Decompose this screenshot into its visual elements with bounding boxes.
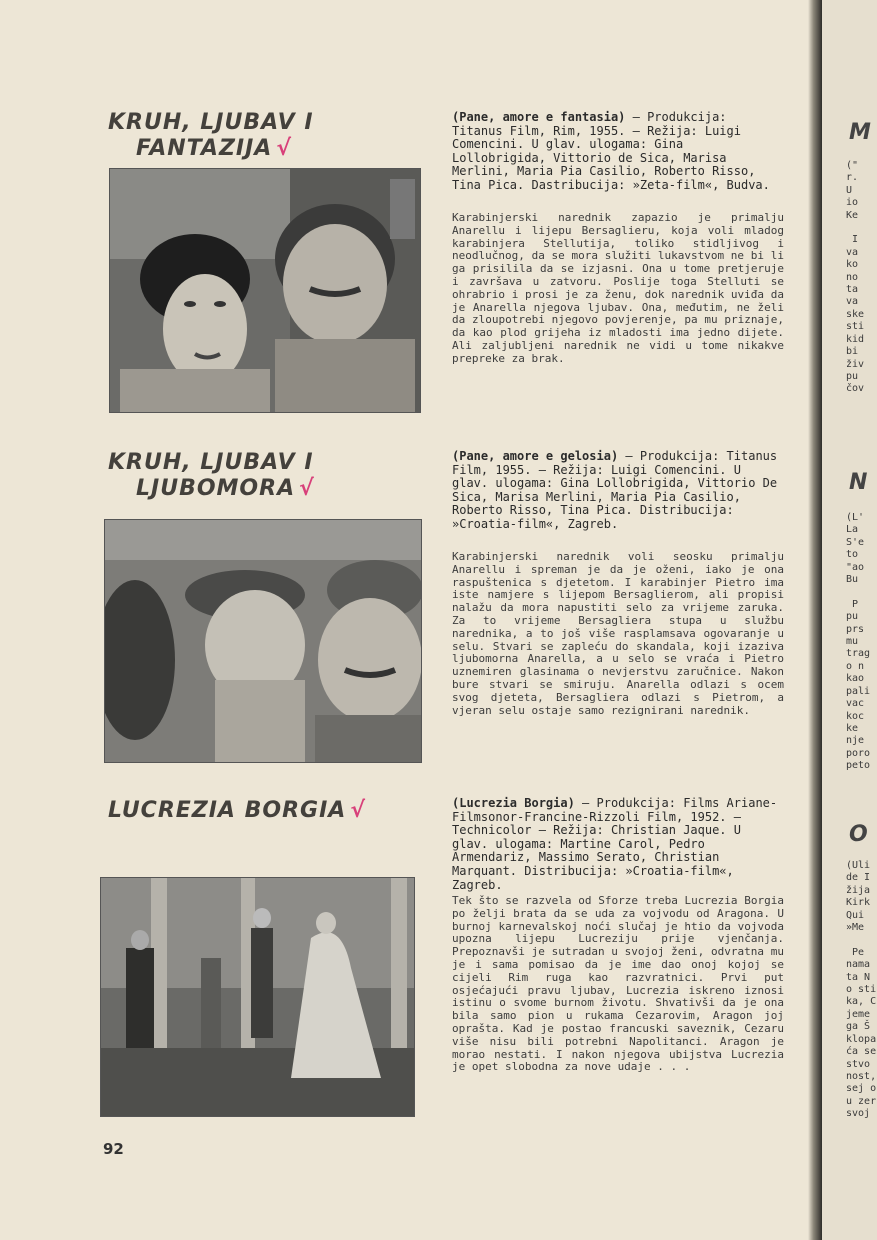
- film-title: [108, 110, 314, 162]
- film-still-photo: [104, 519, 422, 763]
- checkmark-icon: √: [276, 136, 292, 161]
- credits-text: — Produkcija: Titanus Film, 1955. — Režija: Luigi Comencini. U glav. ulogama: Gina Lollobrigida, Vittorio De Sica, Marisa Merlini, Maria Pia Casilio, Roberto Risso, Tina Pica. Distribucija: »Croatia-film«, Zagreb.: [452, 449, 778, 531]
- next-page-text-fragment: (Uli de I žija Kirk Qui »Me Pe nama ta N o sti ka, C jeme ga Š klopa ća se stvo nost, sej o u zer svoj: [846, 860, 877, 1120]
- next-page-text-fragment: (" r. U io Ke I va ko no ta va ske sti kid bi živ pu čov: [846, 160, 865, 395]
- film-title-line2: FANTAZIJA: [136, 136, 273, 161]
- film-synopsis: Karabinjerski narednik zapazio je primalju Anarellu i lijepu Bersaglieru, koja voli mladog karabinjera Stellutija, toliko stidljivog i neodlučnog, da se mora služiti lukavstvom ne bi li ga prisilila da se izjasni. Ona u tome pretjeruje i završava u zatvoru. Poslije toga Stelluti se ohrabrio i prosi je za ženu, dok narednik uviđa da je Anarella njegova ljubav. Ona, međutim, ne želi da zloupotrebi njegovo povjerenje, pa mu priznaje, da kao plod grijeha iz mladosti ima jedno dijete. Ali zaljubljeni narednik ne vidi u tome nikakve prepreke za brak.: [452, 211, 784, 365]
- film-credits: [452, 111, 784, 193]
- page-number: 92: [103, 1140, 124, 1158]
- film-credits: [452, 450, 784, 532]
- film-title-line1: LUCREZIA BORGIA: [108, 798, 347, 823]
- credits-text: — Produkcija: Titanus Film, Rim, 1955. — Režija: Luigi Comencini. U glav. ulogama: Gina Lollobrigida, Vittorio de Sica, Marisa Merlini, Maria Pia Casilio, Roberto Risso, Tina Pica. Dastribucija: »Zeta-film«, Budva.: [452, 110, 770, 192]
- next-page-heading: O: [849, 822, 868, 847]
- original-title: (Pane, amore e fantasia): [452, 110, 626, 124]
- credits-text: — Produkcija: Films Ariane-Filmsonor-Francine-Rizzoli Film, 1952. — Technicolor — Režija: Christian Jaque. U glav. ulogama: Martine Carol, Pedro Armendariz, Massimo Serato, Christian Marquant. Distribucija: »Croatia-film«, Zagreb.: [452, 796, 778, 892]
- original-title: (Pane, amore e gelosia): [452, 449, 619, 463]
- film-title-line1: KRUH, LJUBAV I: [108, 450, 314, 475]
- film-title-line2: LJUBOMORA: [136, 476, 296, 501]
- binding-gutter: [808, 0, 822, 1240]
- film-title-line1: KRUH, LJUBAV I: [108, 110, 314, 135]
- checkmark-icon: √: [350, 798, 366, 823]
- film-still-photo: [100, 877, 415, 1117]
- next-page-heading: N: [849, 470, 868, 495]
- film-title: [108, 798, 366, 824]
- next-page-heading: M: [849, 120, 871, 145]
- original-title: (Lucrezia Borgia): [452, 796, 575, 810]
- film-synopsis: Karabinjerski narednik voli seosku primalju Anarellu i spreman je da je oženi, iako je ona raspuštenica s djetetom. I karabinjer Pietro ima iste namjere s lijepom Bersaglierom, ali propisi nalažu da mora napustiti selo za vrijeme zaruka. Za to vrijeme Bersagliera stupa u službu narednika, a to još više rasplamsava ogovaranje u selu. Stvari se zapleću do skandala, koji izaziva ljubomorna Anarella, a u selo se vraća i Pietro uznemiren glasinama o nevjerstvu zaručnice. Nakon bure stvari se smiruju. Anarella odlazi s ocem svog djeteta, Bersagliera odlazi s Pietrom, a vjeran selu ostaje samo rezignirani narednik.: [452, 550, 784, 717]
- film-credits: [452, 797, 784, 892]
- film-still-photo: [109, 168, 421, 413]
- checkmark-icon: √: [299, 476, 315, 501]
- film-title: [108, 450, 315, 502]
- film-synopsis: Tek što se razvela od Sforze treba Lucrezia Borgia po želji brata da se uda za vojvodu od Aragona. U burnoj karnevalskoj noći slučaj je htio da vojvoda upozna lijepu Lucreziju prije vjenčanja. Prepoznavši je sutradan u svojoj ženi, odvratna mu je i sama pomisao da je ime dao onoj kojoj se cijeli Rim ruga kao razvratnici. Prvi put osjećajući pravu ljubav, Lucrezia iskreno iznosi istinu o svome burnom životu. Shvativši da je ona bila samo pion u rukama Cezarovim, Aragon joj oprašta. Kad je postao francuski saveznik, Cezaru više nisu bili potrebni Napolitanci. Aragon je morao nestati. I nakon njegova ubijstva Lucrezia je opet slobodna za nove udaje . . .: [452, 894, 784, 1074]
- next-page-text-fragment: (L' La S'e to "ao Bu P pu prs mu trag o n kao pali vac koc ke nje poro peto: [846, 512, 871, 772]
